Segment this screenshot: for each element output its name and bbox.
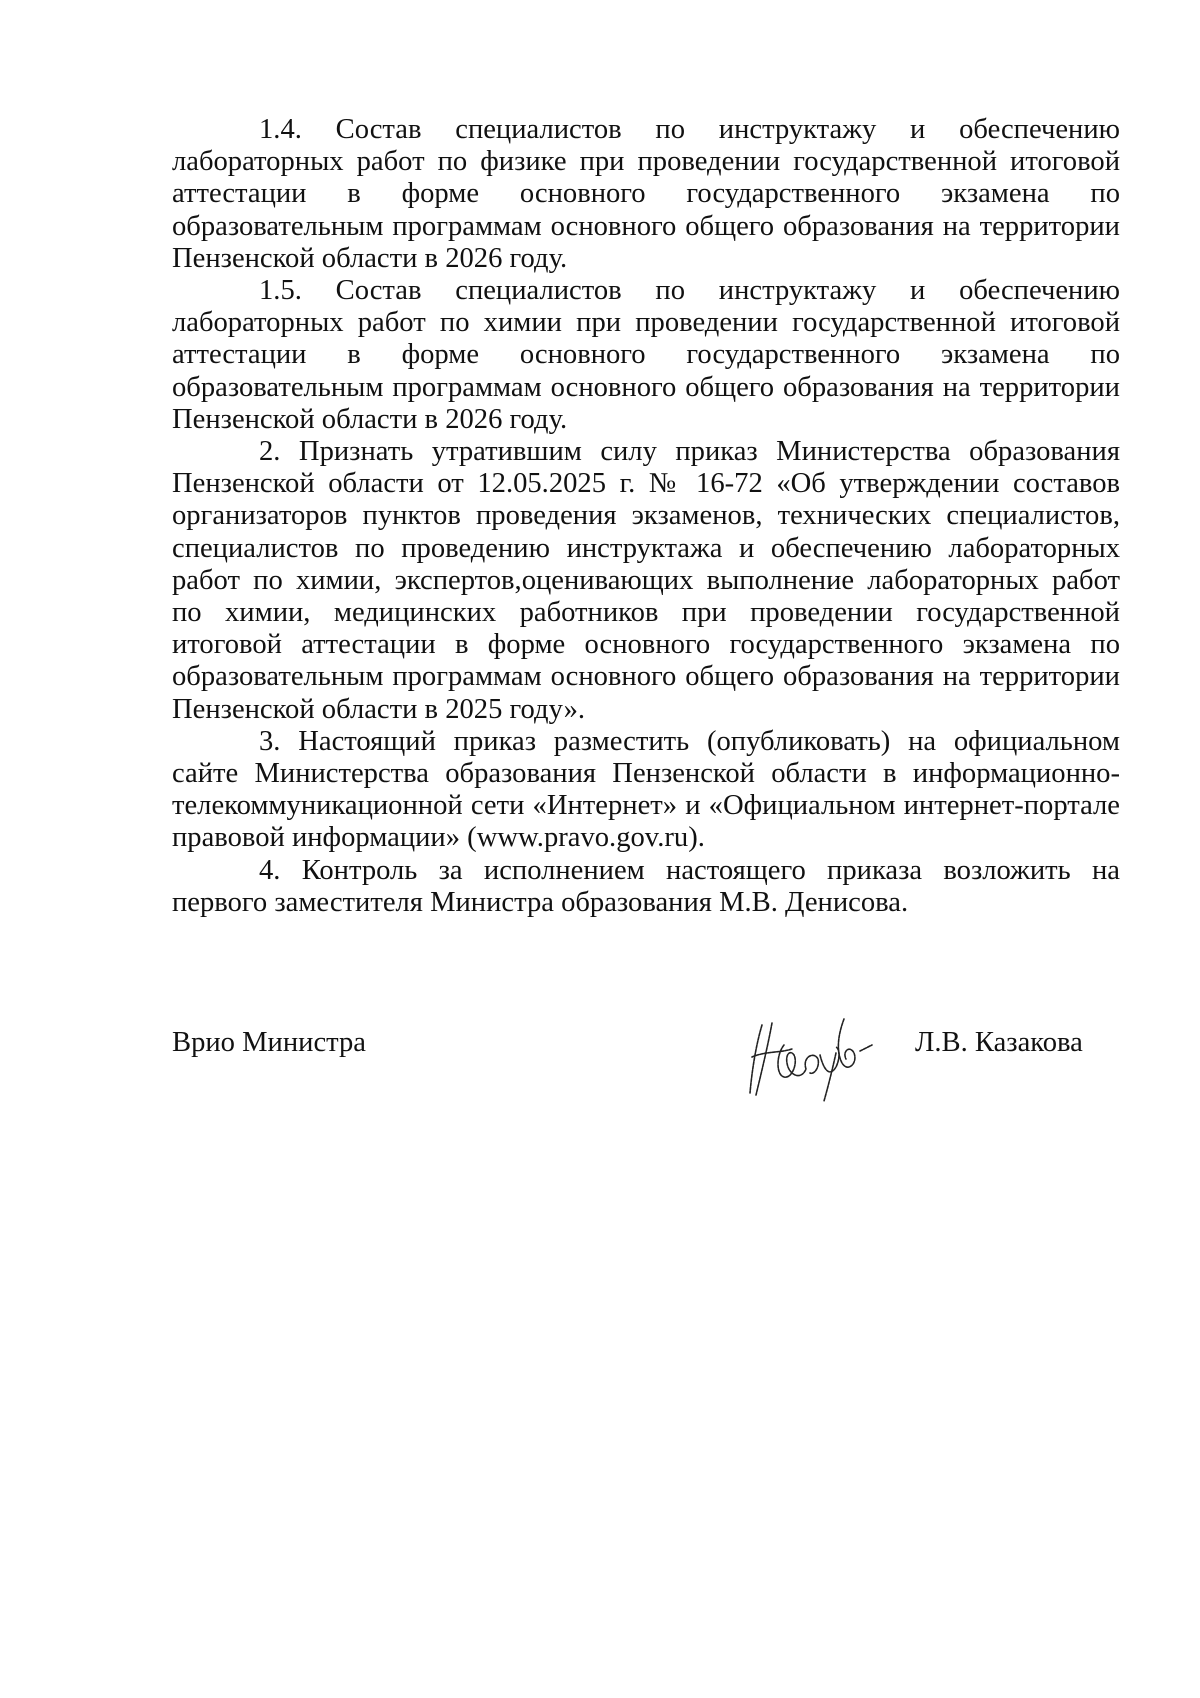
paragraph-1-5: 1.5. Состав специалистов по инструктажу и обеспечению лабораторных работ по химии при проведении государственной итоговой аттестации в форме основного государственного экзамена по образовательным программам основного общего образования на территории Пензенской области в 2026 году.: [172, 275, 1120, 435]
signature-block: [172, 1015, 1120, 1105]
paragraph-2: 2. Признать утратившим силу приказ Министерства образования Пензенской области от 12.05.2025 г. № 16-72 «Об утверждении составов организаторов пунктов проведения экзаменов, технических специалистов, специалистов по проведению инструктажа и обеспечению лабораторных работ по химии, экспертов,оценивающих выполнение лабораторных работ по химии, медицинских работников при проведении государственной итоговой аттестации в форме основного государственного экзамена по образовательным программам основного общего образования на территории Пензенской области в 2025 году».: [172, 436, 1120, 725]
document-body: [172, 114, 1120, 919]
paragraph-4: 4. Контроль за исполнением настоящего приказа возложить на первого заместителя Министра образования М.В. Денисова.: [172, 854, 1120, 918]
handwritten-signature-icon: [732, 1015, 892, 1105]
signatory-name: Л.В. Казакова: [915, 1027, 1083, 1058]
paragraph-3: 3. Настоящий приказ разместить (опубликовать) на официальном сайте Министерства образования Пензенской области в информационно-телекоммуникационной сети «Интернет» и «Официальном интернет-портале правовой информации» (www.pravo.gov.ru).: [172, 725, 1120, 854]
paragraph-1-4: 1.4. Состав специалистов по инструктажу и обеспечению лабораторных работ по физике при проведении государственной итоговой аттестации в форме основного государственного экзамена по образовательным программам основного общего образования на территории Пензенской области в 2026 году.: [172, 114, 1120, 274]
signatory-position: Врио Министра: [172, 1027, 366, 1058]
